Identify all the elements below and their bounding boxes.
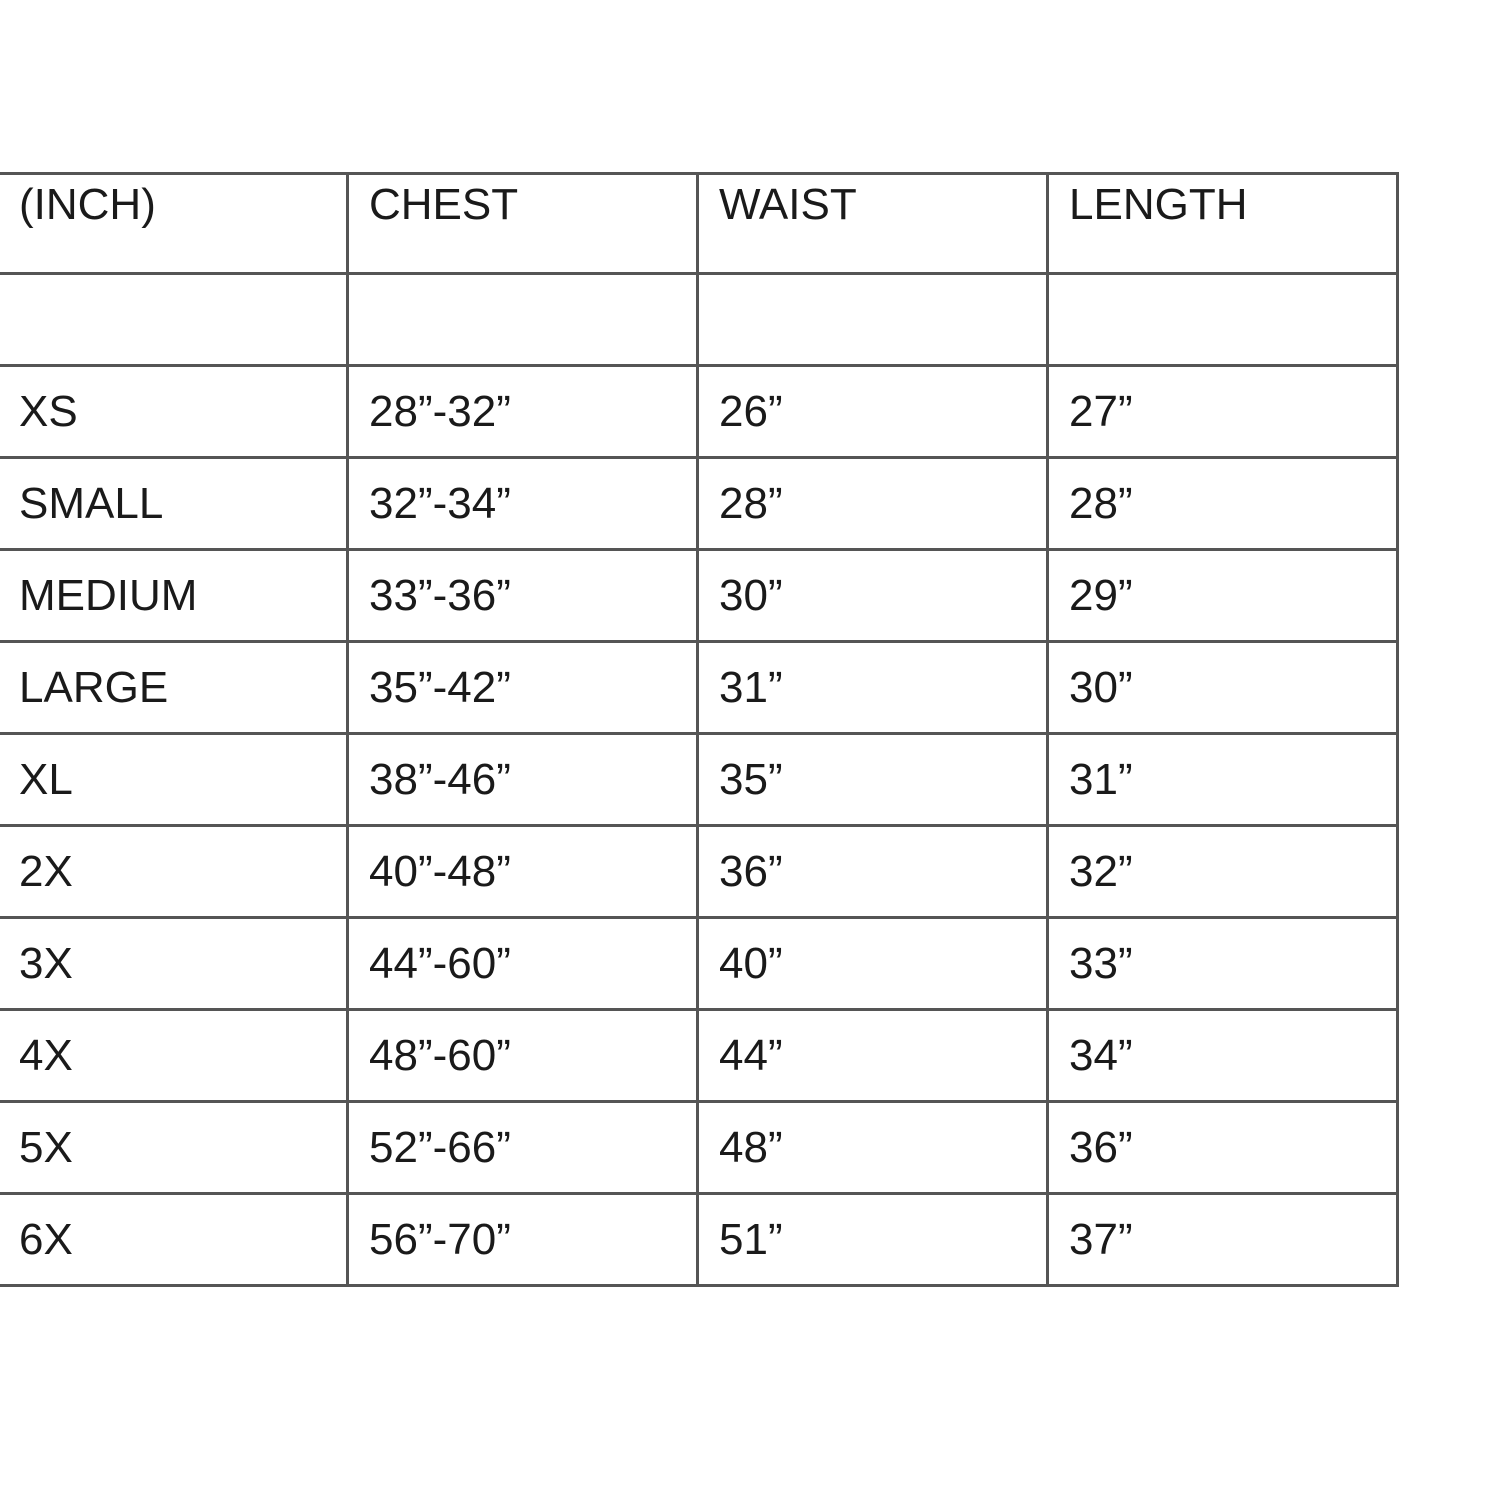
size-cell: 4X [0, 1010, 348, 1102]
length-cell: 28” [1048, 458, 1398, 550]
blank-cell [1048, 274, 1398, 366]
size-cell: SMALL [0, 458, 348, 550]
size-chart-table [0, 172, 1399, 1287]
length-cell: 30” [1048, 642, 1398, 734]
waist-cell: 51” [698, 1194, 1048, 1286]
blank-cell [698, 274, 1048, 366]
length-cell: 27” [1048, 366, 1398, 458]
table-row [0, 366, 1398, 458]
waist-cell: 44” [698, 1010, 1048, 1102]
chest-cell: 28”-32” [348, 366, 698, 458]
length-cell: 36” [1048, 1102, 1398, 1194]
chest-cell: 56”-70” [348, 1194, 698, 1286]
header-unit: (INCH) [0, 174, 348, 274]
chest-cell: 33”-36” [348, 550, 698, 642]
table-row [0, 1010, 1398, 1102]
size-cell: XS [0, 366, 348, 458]
length-cell: 32” [1048, 826, 1398, 918]
table-row [0, 1194, 1398, 1286]
size-cell: 2X [0, 826, 348, 918]
chest-cell: 48”-60” [348, 1010, 698, 1102]
chest-cell: 35”-42” [348, 642, 698, 734]
chest-cell: 40”-48” [348, 826, 698, 918]
header-waist: WAIST [698, 174, 1048, 274]
length-cell: 29” [1048, 550, 1398, 642]
table-header-row [0, 174, 1398, 274]
table-row [0, 550, 1398, 642]
table-row [0, 734, 1398, 826]
waist-cell: 35” [698, 734, 1048, 826]
size-cell: XL [0, 734, 348, 826]
waist-cell: 28” [698, 458, 1048, 550]
waist-cell: 36” [698, 826, 1048, 918]
size-cell: MEDIUM [0, 550, 348, 642]
chest-cell: 44”-60” [348, 918, 698, 1010]
chest-cell: 38”-46” [348, 734, 698, 826]
table-row [0, 1102, 1398, 1194]
table-blank-row [0, 274, 1398, 366]
chest-cell: 52”-66” [348, 1102, 698, 1194]
blank-cell [348, 274, 698, 366]
waist-cell: 40” [698, 918, 1048, 1010]
table-row [0, 458, 1398, 550]
chest-cell: 32”-34” [348, 458, 698, 550]
blank-cell [0, 274, 348, 366]
length-cell: 33” [1048, 918, 1398, 1010]
length-cell: 37” [1048, 1194, 1398, 1286]
table-row [0, 642, 1398, 734]
waist-cell: 26” [698, 366, 1048, 458]
header-length: LENGTH [1048, 174, 1398, 274]
length-cell: 34” [1048, 1010, 1398, 1102]
waist-cell: 30” [698, 550, 1048, 642]
header-chest: CHEST [348, 174, 698, 274]
waist-cell: 48” [698, 1102, 1048, 1194]
waist-cell: 31” [698, 642, 1048, 734]
table-row [0, 918, 1398, 1010]
table-row [0, 826, 1398, 918]
size-cell: 3X [0, 918, 348, 1010]
size-cell: 5X [0, 1102, 348, 1194]
size-cell: 6X [0, 1194, 348, 1286]
length-cell: 31” [1048, 734, 1398, 826]
size-cell: LARGE [0, 642, 348, 734]
